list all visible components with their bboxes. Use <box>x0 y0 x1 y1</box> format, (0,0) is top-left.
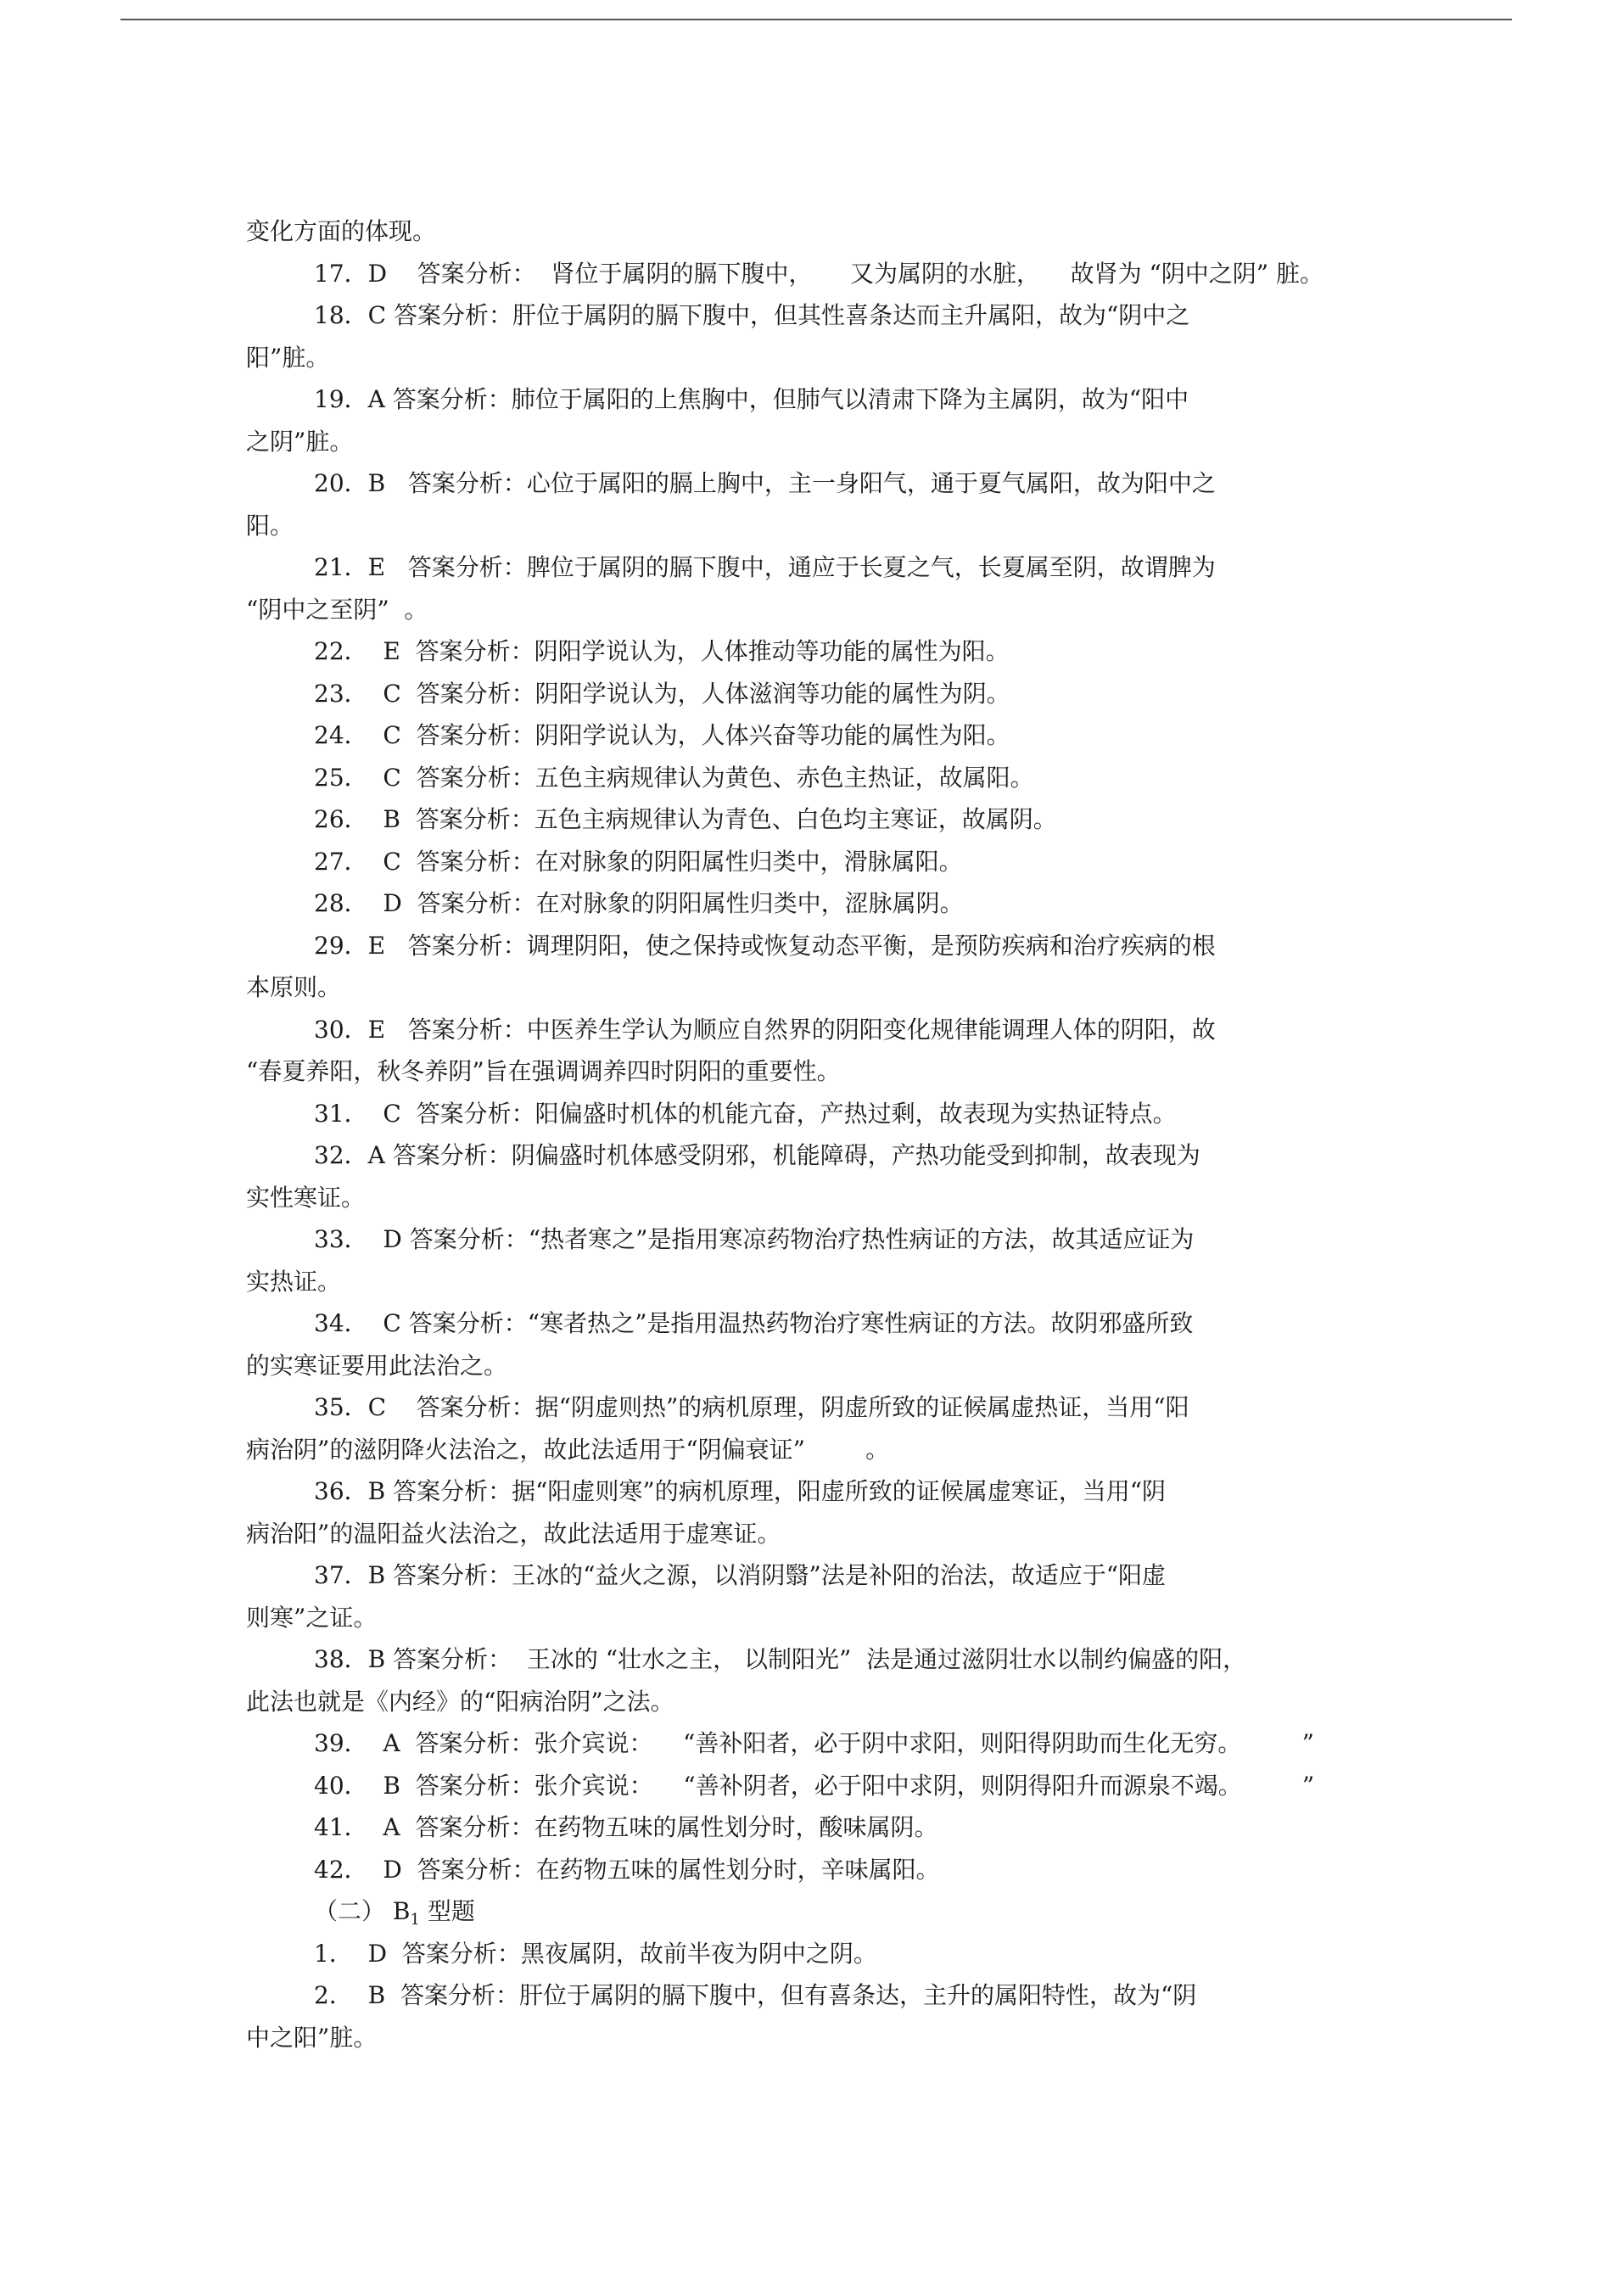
document-body <box>246 210 1408 2058</box>
text-line: 31． C 答案分析：阳偏盛时机体的机能亢奋，产热过剩，故表现为实热证特点。 <box>314 1099 1177 1128</box>
section-heading: （二） $B_1$ 型题 <box>314 1897 475 1929</box>
text-line: “阴中之至阴” 。 <box>246 595 428 624</box>
text-line: 38．B 答案分析： 王冰的 “壮水之主， 以制阳光” 法是通过滋阴壮水以制约偏盛的阳， <box>314 1645 1247 1673</box>
answer-list <box>246 210 1408 1890</box>
text-line: 本原则。 <box>246 973 342 1001</box>
text-line: 41． A 答案分析：在药物五味的属性划分时，酸味属阴。 <box>314 1813 938 1841</box>
text-line: 21．E 答案分析：脾位于属阴的膈下腹中，通应于长夏之气，长夏属至阴，故谓脾为 <box>314 553 1216 581</box>
text-line: 中之阳”脏。 <box>246 2023 378 2052</box>
text-line: 1． D 答案分析：黑夜属阴，故前半夜为阴中之阴。 <box>314 1939 877 1968</box>
text-line: 28． D 答案分析：在对脉象的阴阳属性归类中，涩脉属阴。 <box>314 889 964 917</box>
text-line: 23． C 答案分析：阴阳学说认为，人体滋润等功能的属性为阴。 <box>314 679 1010 708</box>
text-line: 阳”脏。 <box>246 343 330 372</box>
text-line: 33． D 答案分析：“热者寒之”是指用寒凉药物治疗热性病证的方法，故其适应证为 <box>314 1225 1195 1253</box>
text-line: 36．B 答案分析：据“阳虚则寒”的病机原理，阳虚所致的证候属虚寒证，当用“阴 <box>314 1477 1167 1505</box>
text-line: 病治阴”的滋阴降火法治之，故此法适用于“阴偏衰证” 。 <box>246 1435 890 1464</box>
text-line: 20．B 答案分析：心位于属阳的膈上胸中，主一身阳气，通于夏气属阳，故为阳中之 <box>314 469 1216 497</box>
text-line: 40． B 答案分析：张介宾说： “善补阴者，必于阳中求阴，则阴得阳升而源泉不竭。 ” <box>314 1771 1315 1800</box>
text-line: 则寒”之证。 <box>246 1603 378 1632</box>
text-line: 19．A 答案分析：肺位于属阳的上焦胸中，但肺气以清肃下降为主属阴，故为“阳中 <box>314 385 1189 413</box>
header-rule <box>120 19 1512 20</box>
text-line: 实热证。 <box>246 1267 342 1296</box>
text-line: 阳。 <box>246 511 294 540</box>
text-line: 24． C 答案分析：阴阳学说认为，人体兴奋等功能的属性为阳。 <box>314 721 1010 749</box>
text-line: 34． C 答案分析：“寒者热之”是指用温热药物治疗寒性病证的方法。故阴邪盛所致 <box>314 1309 1194 1337</box>
text-line: 32．A 答案分析：阴偏盛时机体感受阴邪，机能障碍，产热功能受到抑制，故表现为 <box>314 1141 1200 1169</box>
answer-list-b1 <box>246 1933 1408 2059</box>
text-line: 26． B 答案分析：五色主病规律认为青色、白色均主寒证，故属阴。 <box>314 805 1057 833</box>
text-line: 39． A 答案分析：张介宾说： “善补阳者，必于阴中求阳，则阳得阴助而生化无穷。 ” <box>314 1729 1314 1757</box>
text-line: 18．C 答案分析：肝位于属阴的膈下腹中，但其性喜条达而主升属阳，故为“阴中之 <box>314 301 1190 329</box>
text-line: 29．E 答案分析：调理阴阳，使之保持或恢复动态平衡，是预防疾病和治疗疾病的根 <box>314 931 1216 960</box>
text-line: 病治阳”的温阳益火法治之，故此法适用于虚寒证。 <box>246 1519 781 1548</box>
text-line: 此法也就是《内经》的“阳病治阴”之法。 <box>246 1687 674 1716</box>
text-line: 变化方面的体现。 <box>246 217 437 245</box>
text-line: 30．E 答案分析：中医养生学认为顺应自然界的阴阳变化规律能调理人体的阴阳，故 <box>314 1015 1216 1044</box>
text-line: 27． C 答案分析：在对脉象的阴阳属性归类中，滑脉属阳。 <box>314 847 963 876</box>
text-line: 22． E 答案分析：阴阳学说认为，人体推动等功能的属性为阳。 <box>314 637 1010 665</box>
text-line: “春夏养阳，秋冬养阴”旨在强调调养四时阴阳的重要性。 <box>246 1057 841 1085</box>
text-line: 2． B 答案分析：肝位于属阴的膈下腹中，但有喜条达，主升的属阳特性，故为“阴 <box>314 1981 1197 2009</box>
text-line: 35．C 答案分析：据“阴虚则热”的病机原理，阴虚所致的证候属虚热证，当用“阳 <box>314 1393 1189 1421</box>
text-line: 17．D 答案分析： 肾位于属阴的膈下腹中， 又为属阴的水脏， 故肾为 “阴中之阴” 脏。 <box>314 259 1324 288</box>
text-line: 25． C 答案分析：五色主病规律认为黄色、赤色主热证，故属阳。 <box>314 763 1034 792</box>
text-line: 实性寒证。 <box>246 1183 366 1212</box>
text-line: 的实寒证要用此法治之。 <box>246 1351 508 1380</box>
text-line: 42． D 答案分析：在药物五味的属性划分时，辛味属阳。 <box>314 1855 940 1884</box>
text-line: 之阴”脏。 <box>246 427 354 456</box>
text-line: 37．B 答案分析：王冰的“益火之源，以消阴翳”法是补阳的治法，故适应于“阳虚 <box>314 1561 1167 1589</box>
